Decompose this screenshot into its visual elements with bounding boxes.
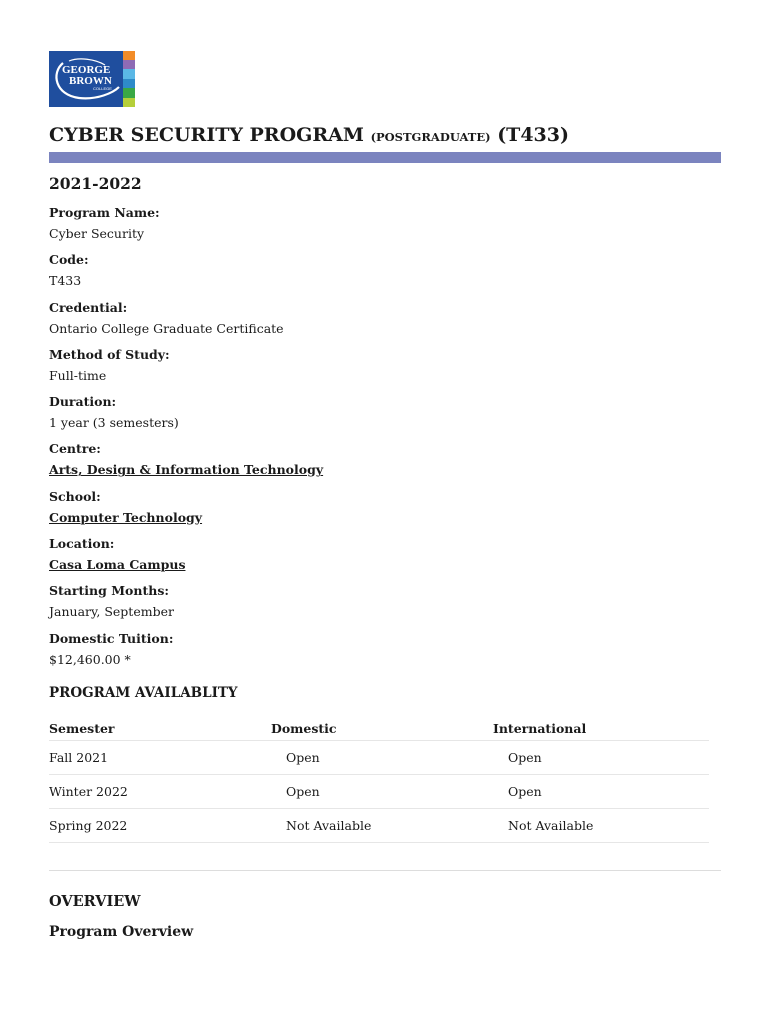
header-semester: Semester [49, 716, 271, 741]
detail-value: Cyber Security [49, 226, 145, 241]
svg-text:COLLEGE: COLLEGE [93, 86, 112, 91]
cell-international: Open [493, 741, 709, 775]
detail-field [49, 488, 649, 535]
cell-semester: Fall 2021 [49, 741, 271, 775]
academic-year: 2021-2022 [49, 174, 142, 193]
detail-field [49, 582, 649, 629]
svg-text:BROWN: BROWN [69, 75, 112, 87]
detail-value: Ontario College Graduate Certificate [49, 320, 284, 336]
detail-label: Method of Study: [49, 346, 170, 362]
detail-label: Code: [49, 252, 89, 268]
detail-label: Location: [49, 536, 115, 552]
table-header-row [49, 716, 709, 741]
detail-label: Starting Months: [49, 583, 169, 599]
cell-international: Open [493, 775, 709, 809]
detail-value: Full-time [49, 367, 107, 383]
detail-field [49, 535, 649, 582]
title-code: (T433) [497, 124, 569, 146]
title-main: CYBER SECURITY PROGRAM [49, 124, 364, 146]
title-qualifier: (POSTGRADUATE) [370, 130, 491, 144]
svg-text:GEORGE: GEORGE [62, 64, 111, 76]
detail-link[interactable]: Casa Loma Campus [49, 557, 186, 573]
cell-semester: Winter 2022 [49, 775, 271, 809]
table-row [49, 741, 709, 775]
detail-field [49, 204, 649, 251]
detail-label: School: [49, 488, 101, 504]
cell-domestic: Not Available [271, 809, 493, 843]
cell-domestic: Open [271, 741, 493, 775]
table-row [49, 775, 709, 809]
cell-semester: Spring 2022 [49, 809, 271, 843]
detail-label: Duration: [49, 394, 117, 410]
detail-link[interactable]: Computer Technology [49, 509, 203, 525]
detail-value: $12,460.00 * [49, 651, 131, 667]
detail-label: Domestic Tuition: [49, 630, 174, 646]
detail-value: January, September [49, 604, 174, 620]
detail-link[interactable]: Arts, Design & Information Technology [49, 462, 324, 478]
detail-field [49, 299, 649, 346]
detail-field [49, 630, 649, 677]
program-title [49, 124, 569, 146]
detail-label: Credential: [49, 299, 128, 315]
detail-label: Program Name: [49, 205, 160, 220]
overview-heading: OVERVIEW [49, 893, 141, 910]
detail-field [49, 346, 649, 393]
detail-field [49, 393, 649, 440]
overview-subheading: Program Overview [49, 924, 194, 940]
table-row [49, 809, 709, 843]
program-details [49, 204, 649, 677]
cell-international: Not Available [493, 809, 709, 843]
header-domestic: Domestic [271, 716, 493, 741]
george-brown-college-logo [49, 51, 135, 107]
detail-field [49, 440, 649, 487]
detail-value: 1 year (3 semesters) [49, 415, 179, 431]
availability-table [49, 716, 709, 843]
detail-label: Centre: [49, 441, 101, 457]
header-international: International [493, 716, 709, 741]
detail-field [49, 251, 649, 298]
detail-value: T433 [49, 273, 82, 289]
availability-title: PROGRAM AVAILABLITY [49, 685, 238, 701]
cell-domestic: Open [271, 775, 493, 809]
section-divider [49, 870, 721, 871]
title-divider [49, 152, 721, 163]
